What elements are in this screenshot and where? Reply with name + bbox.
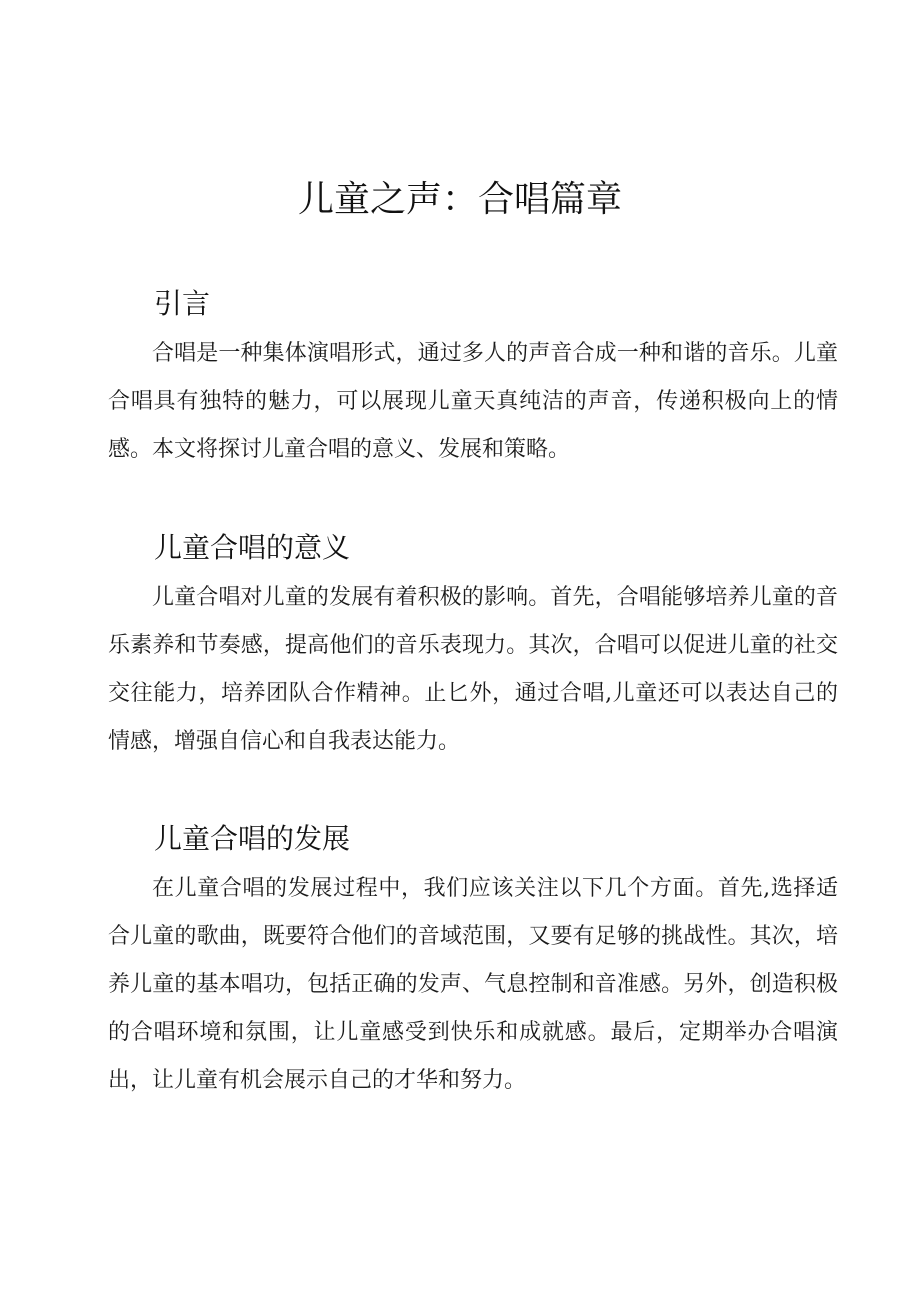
section-heading: 儿童合唱的发展 <box>154 822 351 855</box>
section-paragraph: 在儿童合唱的发展过程中，我们应该关注以下几个方面。首先,选择适合儿童的歌曲，既要符合他们的音域范围，又要有足够的挑战性。其次，培养儿童的基本唱功，包括正确的发声、气息控制和音准感。另外，创造积极的合唱环境和氛围，让儿童感受到快乐和成就感。最后，定期举办合唱演出，让儿童有机会展示自己的才华和努力。 <box>108 876 838 1093</box>
section-meaning <box>108 524 838 766</box>
section-development <box>108 815 838 1105</box>
section-heading: 儿童合唱的意义 <box>154 531 351 564</box>
section-heading: 引言 <box>154 287 211 320</box>
document-title: 儿童之声：合唱篇章 <box>297 179 622 220</box>
section-paragraph: 合唱是一种集体演唱形式，通过多人的声音合成一种和谐的音乐。儿童合唱具有独特的魅力，可以展现儿童天真纯洁的声音，传递积极向上的情感。本文将探讨儿童合唱的意义、发展和策略。 <box>108 341 838 462</box>
section-introduction <box>108 280 838 474</box>
section-paragraph: 儿童合唱对儿童的发展有着积极的影响。首先，合唱能够培养儿童的音乐素养和节奏感，提高他们的音乐表现力。其次，合唱可以促进儿童的社交交往能力，培养团队合作精神。止匕外，通过合唱,儿童还可以表达自己的情感，增强自信心和自我表达能力。 <box>108 585 838 754</box>
